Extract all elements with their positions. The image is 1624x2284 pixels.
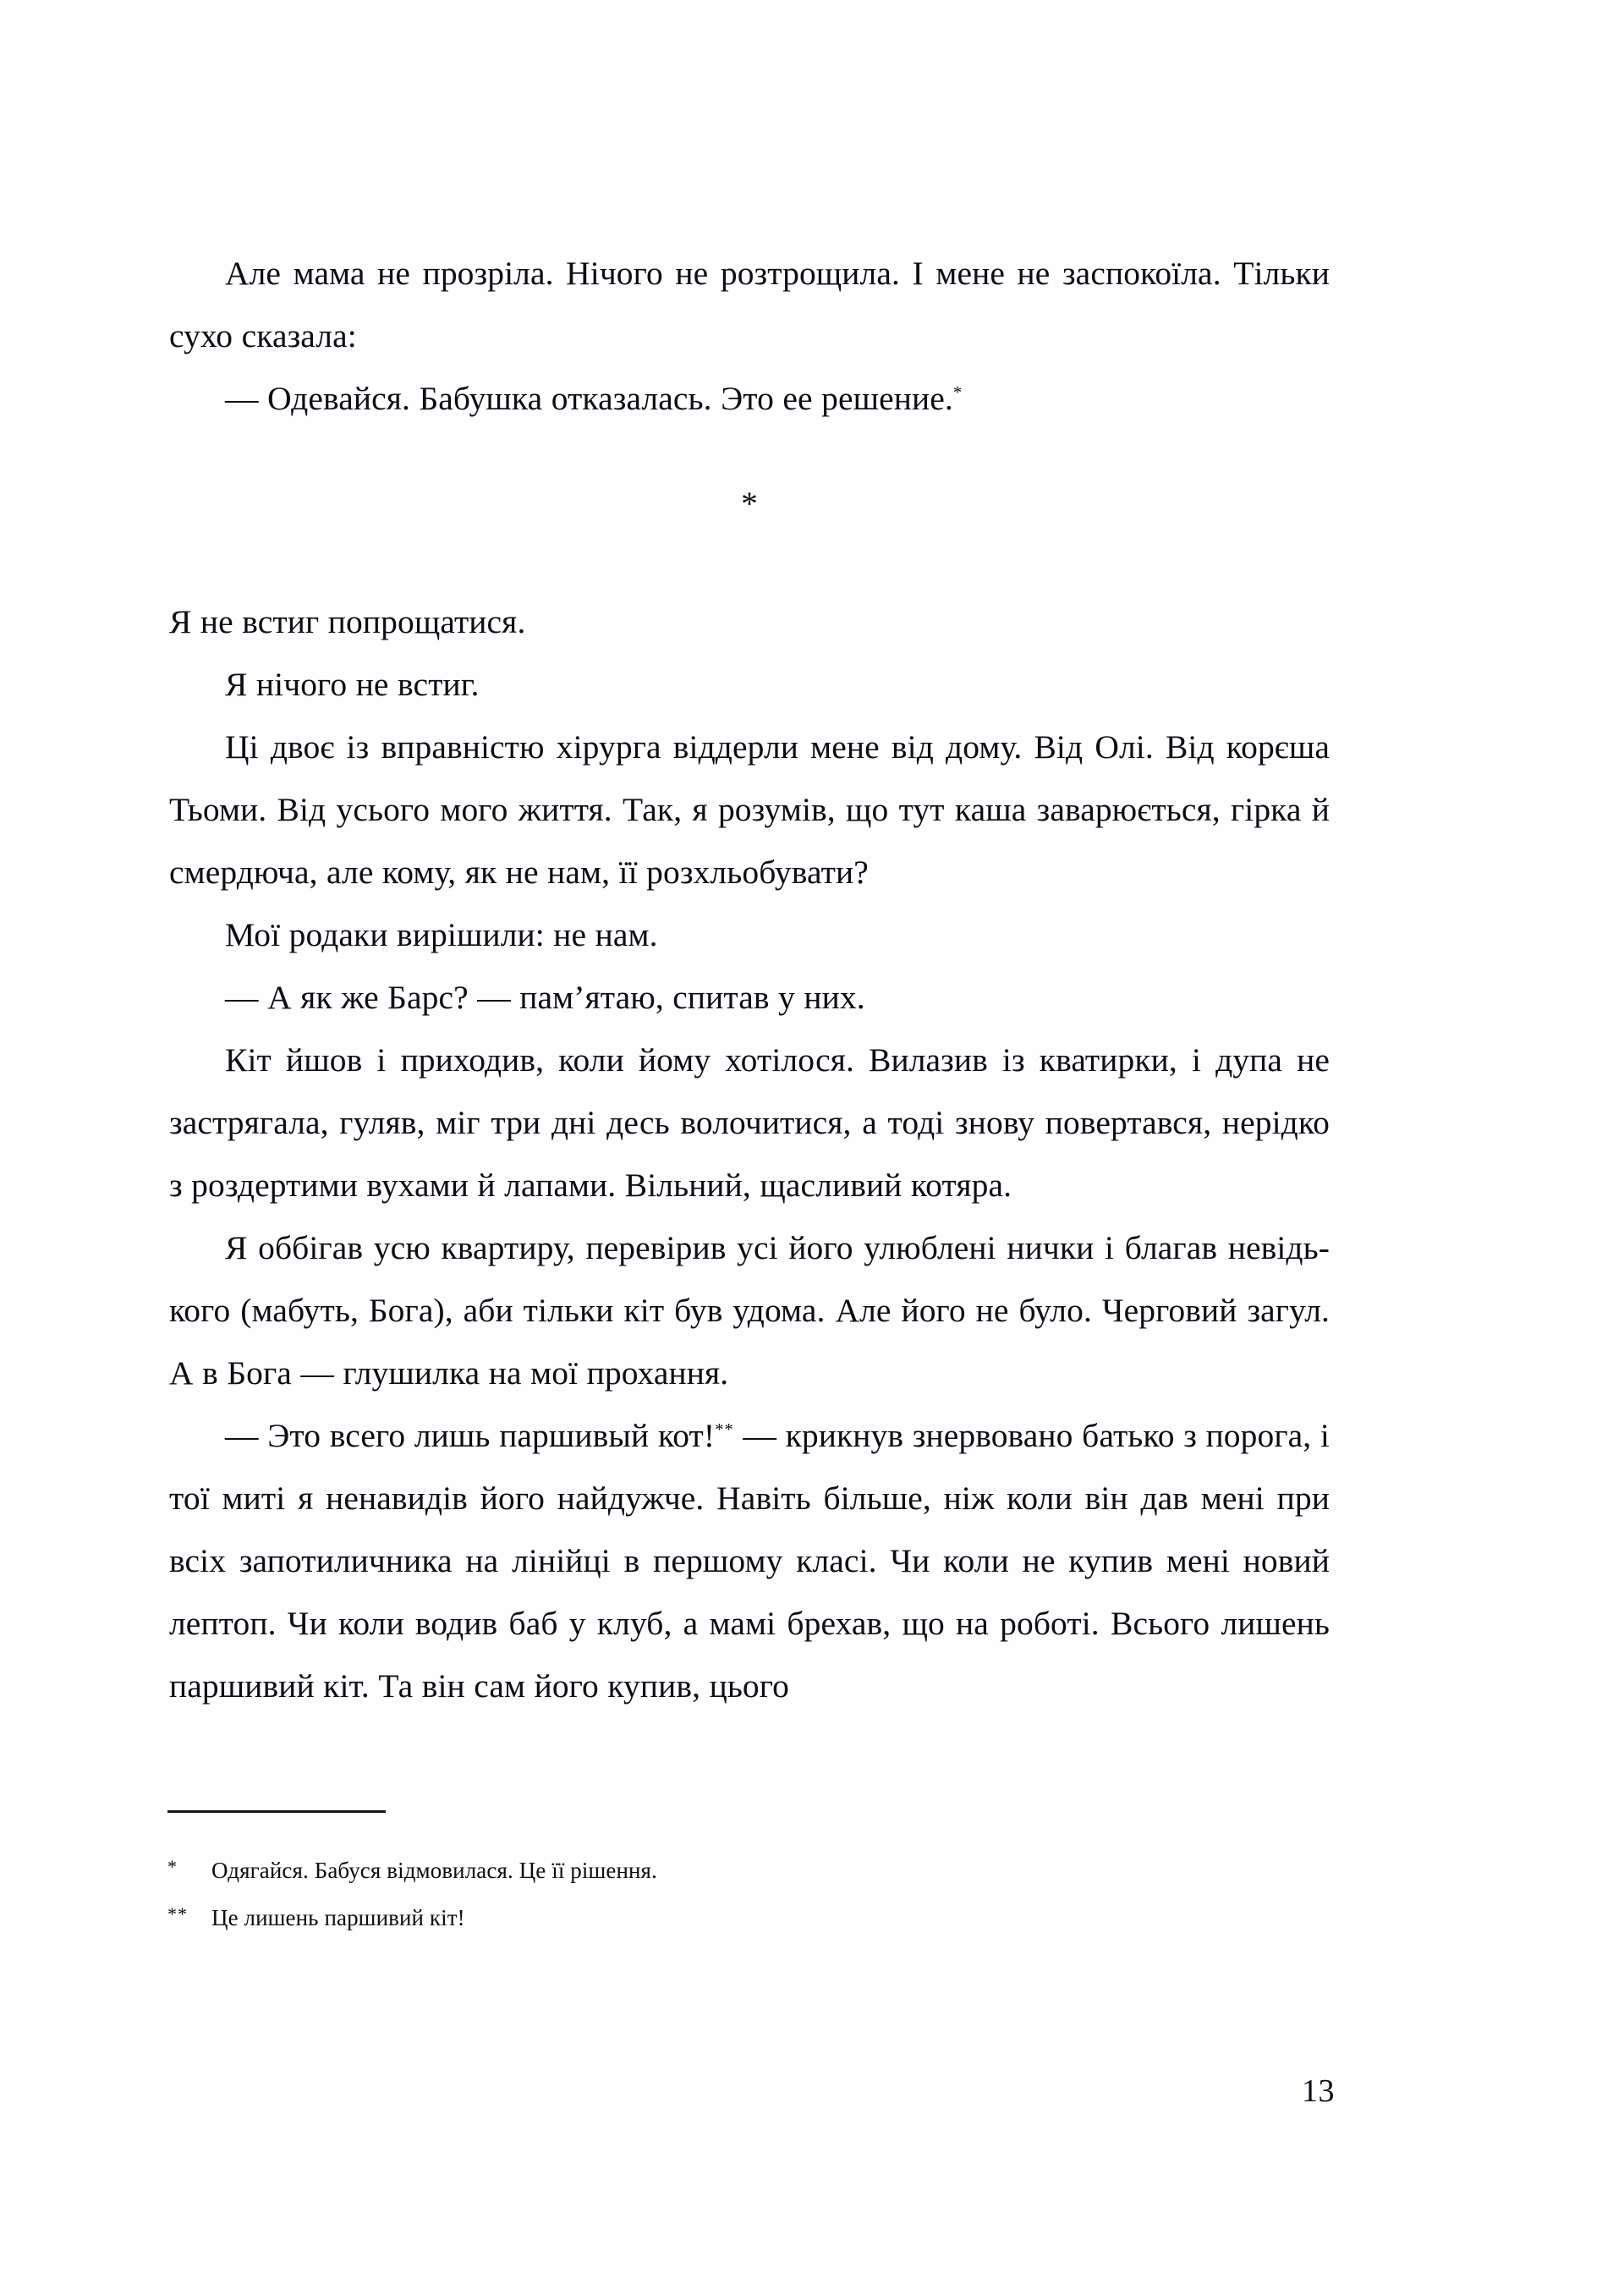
paragraph-9: Я оббігав усю квартиру, перевірив усі його улюблені нички і благав невідь-кого (мабуть, Бога), аби тільки кіт був удома. Але його не було. Черговий загул. А в Бога — глушилка на мої прохання. xyxy=(169,1229,1330,1392)
page-number: 13 xyxy=(1302,2073,1335,2109)
footnote-text-1: Одягайся. Бабуся відмовилася. Це її рішення. xyxy=(211,1858,657,1883)
footnote-item-1 xyxy=(167,1847,1335,1894)
footnote-ref-2[interactable]: ** xyxy=(715,1419,734,1439)
paragraph-6: Мої родаки вирішили: не нам. xyxy=(225,916,658,953)
paragraph-5: Ці двоє із вправністю хірурга віддерли мене від дому. Від Олі. Від корєша Тьоми. Від усього мого життя. Так, я розумів, що тут каша заварюється, гірка й смердюча, але кому, як не нам, її розхльобувати? xyxy=(169,728,1330,891)
paragraph-10-text-before-ref: — Это всего лишь паршивый кот! xyxy=(225,1417,716,1454)
paragraph-10-text-after-ref: — крикнув знервовано батько з порога, і тої миті я ненавидів його найдужче. Навіть більше, ніж коли він дав мені при всіх запотиличника на лінійці в першому класі. Чи коли не купив мені новий лептоп. Чи коли водив баб у клуб, а мамі брехав, що на роботі. Всього лишень паршивий кіт. Та він сам його купив, цього xyxy=(169,1417,1330,1705)
footnote-separator-rule xyxy=(167,1810,386,1813)
paragraph-2-dialogue xyxy=(169,367,1330,430)
footnote-section xyxy=(167,1810,1335,1941)
footnote-item-2 xyxy=(167,1894,1335,1941)
paragraph-4: Я нічого не встиг. xyxy=(225,666,480,703)
body-text-column xyxy=(169,242,1330,1717)
scene-break-asterisk: * xyxy=(741,485,758,522)
paragraph-2-text: — Одевайся. Бабушка отказалась. Это ее решение. xyxy=(225,380,953,417)
footnote-text-2: Це лишень паршивий кіт! xyxy=(211,1905,465,1930)
footnote-marker-2: ** xyxy=(167,1903,188,1924)
paragraph-8: Кіт йшов і приходив, коли йому хотілося. Вилазив із кватирки, і дупа не застрягала, гуляв, міг три дні десь волочитися, а тоді знову повертався, нерідко з роздертими вухами й лапами. Вільний, щасливий котяра. xyxy=(169,1041,1330,1204)
paragraph-7-dialogue: — А як же Барс? — пам’ятаю, спитав у них. xyxy=(225,979,865,1016)
footnote-ref-1[interactable]: * xyxy=(952,382,963,402)
paragraph-3: Я не встиг попрощатися. xyxy=(169,603,526,640)
paragraph-10-dialogue xyxy=(169,1404,1330,1717)
footnote-marker-1: * xyxy=(167,1856,178,1877)
paragraph-1: Але мама не прозріла. Нічого не розтрощила. І мене не заспокоїла. Тільки сухо сказала: xyxy=(169,255,1330,354)
